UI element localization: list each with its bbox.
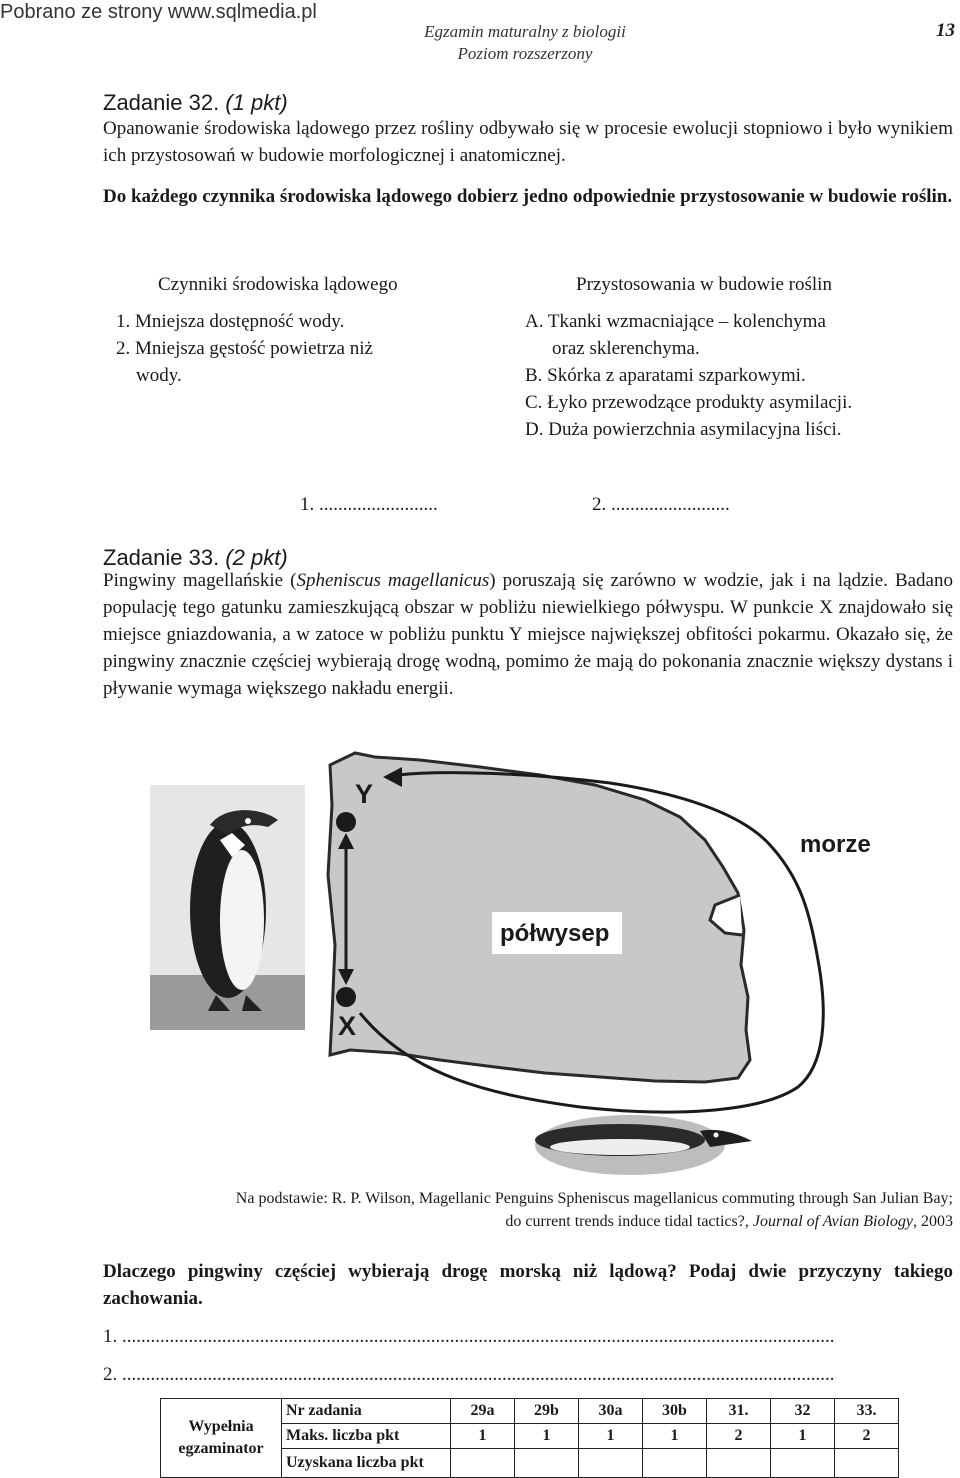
adaptation-c: C. Łyko przewodzące produkty asymilacji.: [525, 392, 853, 413]
score-input-cell[interactable]: [707, 1449, 771, 1478]
max-cell: 2: [835, 1424, 899, 1449]
answer-32-2[interactable]: 2. .........................: [592, 494, 730, 515]
task-cell: 32: [771, 1399, 835, 1424]
label-y: Y: [355, 779, 374, 809]
journal-name: Journal of Avian Biology: [752, 1213, 913, 1230]
task-33-points: (2 pkt): [225, 545, 288, 570]
task-32-command: Do każdego czynnika środowiska lądowego dobierz jedno odpowiednie przystosowanie w budowie roślin.: [103, 186, 953, 207]
factor-2: 2. Mniejsza gęstość powietrza niż: [116, 338, 373, 359]
penguin-route-diagram: [150, 745, 920, 1175]
task-cell: 31.: [707, 1399, 771, 1424]
score-table: [160, 1398, 899, 1478]
task-32-points: (1 pkt): [225, 90, 288, 115]
task-32-title: Zadanie 32.: [103, 90, 220, 115]
score-input-cell[interactable]: [451, 1449, 515, 1478]
max-cell: 1: [451, 1424, 515, 1449]
score-input-cell[interactable]: [771, 1449, 835, 1478]
factors-header: Czynniki środowiska lądowego: [158, 274, 398, 295]
label-sea: morze: [800, 831, 871, 858]
row-task-label: Nr zadania: [282, 1399, 451, 1424]
answer-33-2[interactable]: 2. ......................................................................................................................................................: [103, 1364, 835, 1385]
score-input-cell[interactable]: [643, 1449, 707, 1478]
row-max-label: Maks. liczba pkt: [282, 1424, 451, 1449]
task-32-intro: Opanowanie środowiska lądowego przez rośliny odbywało się w procesie ewolucji stopniowo i było wynikiem ich przystosowań w budowie morfologicznej i anatomicznej.: [103, 118, 953, 166]
page-header: [400, 21, 650, 65]
page-number: 13: [936, 20, 955, 41]
max-cell: 1: [515, 1424, 579, 1449]
task-33-paragraph: [103, 567, 953, 702]
task-cell: 29b: [515, 1399, 579, 1424]
task-33-title: Zadanie 33.: [103, 545, 220, 570]
task-cell: 30b: [643, 1399, 707, 1424]
source-line-1: Na podstawie: R. P. Wilson, Magellanic Penguins Spheniscus magellanicus commuting through San Julian Bay;: [235, 1190, 953, 1207]
fill-label-cell: Wypełnia egzaminator: [161, 1399, 282, 1478]
max-cell: 1: [771, 1424, 835, 1449]
task-cell: 33.: [835, 1399, 899, 1424]
figure-source: [100, 1187, 953, 1233]
source-line-2: do current trends induce tidal tactics?, Journal of Avian Biology, 2003: [505, 1213, 953, 1230]
point-x-marker: [336, 987, 356, 1007]
max-cell: 1: [643, 1424, 707, 1449]
factors-list: [116, 308, 373, 389]
max-cell: 2: [707, 1424, 771, 1449]
task-32-heading: [103, 89, 288, 117]
adaptation-a-cont: oraz sklerenchyma.: [552, 338, 700, 359]
point-y-marker: [336, 812, 356, 832]
task-cell: 29a: [451, 1399, 515, 1424]
score-input-cell[interactable]: [835, 1449, 899, 1478]
score-input-cell[interactable]: [515, 1449, 579, 1478]
answer-33-1[interactable]: 1. ......................................................................................................................................................: [103, 1326, 835, 1347]
row-score-label: Uzyskana liczba pkt: [282, 1449, 451, 1478]
adaptation-a: A. Tkanki wzmacniające – kolenchyma: [525, 311, 826, 332]
factor-1: 1. Mniejsza dostępność wody.: [116, 311, 345, 332]
max-cell: 1: [579, 1424, 643, 1449]
label-x: X: [338, 1011, 357, 1041]
paragraph-part-b: ) poruszają się zarówno w wodzie, jak i na lądzie. Badano populację tego gatunku zamieszkującą obszar w pobliżu niewielkiego półwyspu. W punkcie X znajdowało się miejsce gniazdowania, a w zatoce w pobliżu punktu Y miejsce największej obfitości pokarmu. Okazało się, że pingwiny znacznie częściej wybierają drogę wodną, pomimo że mają do pokonania znacznie większy dystans i pływanie wymaga większego nakładu energii.: [103, 570, 953, 699]
watermark: Pobrano ze strony www.sqlmedia.pl: [0, 1, 317, 23]
adaptations-header: Przystosowania w budowie roślin: [576, 274, 832, 295]
standing-penguin-image: [150, 785, 305, 1030]
answer-32-1[interactable]: 1. .........................: [300, 494, 438, 515]
species-name: Spheniscus magellanicus: [296, 570, 490, 591]
swimming-penguin-image: [535, 1115, 752, 1175]
task-33-question: Dlaczego pingwiny częściej wybierają drogę morską niż lądową? Podaj dwie przyczyny takiego zachowania.: [103, 1261, 953, 1309]
adaptations-list: [525, 308, 852, 443]
factor-2-cont: wody.: [136, 365, 182, 386]
label-peninsula: półwysep: [500, 920, 610, 947]
task-cell: 30a: [579, 1399, 643, 1424]
adaptation-d: D. Duża powierzchnia asymilacyjna liści.: [525, 419, 842, 440]
paragraph-part-a: Pingwiny magellańskie (: [103, 570, 297, 591]
exam-level: Poziom rozszerzony: [457, 44, 593, 63]
score-input-cell[interactable]: [579, 1449, 643, 1478]
exam-title: Egzamin maturalny z biologii: [424, 22, 626, 41]
adaptation-b: B. Skórka z aparatami szparkowymi.: [525, 365, 806, 386]
